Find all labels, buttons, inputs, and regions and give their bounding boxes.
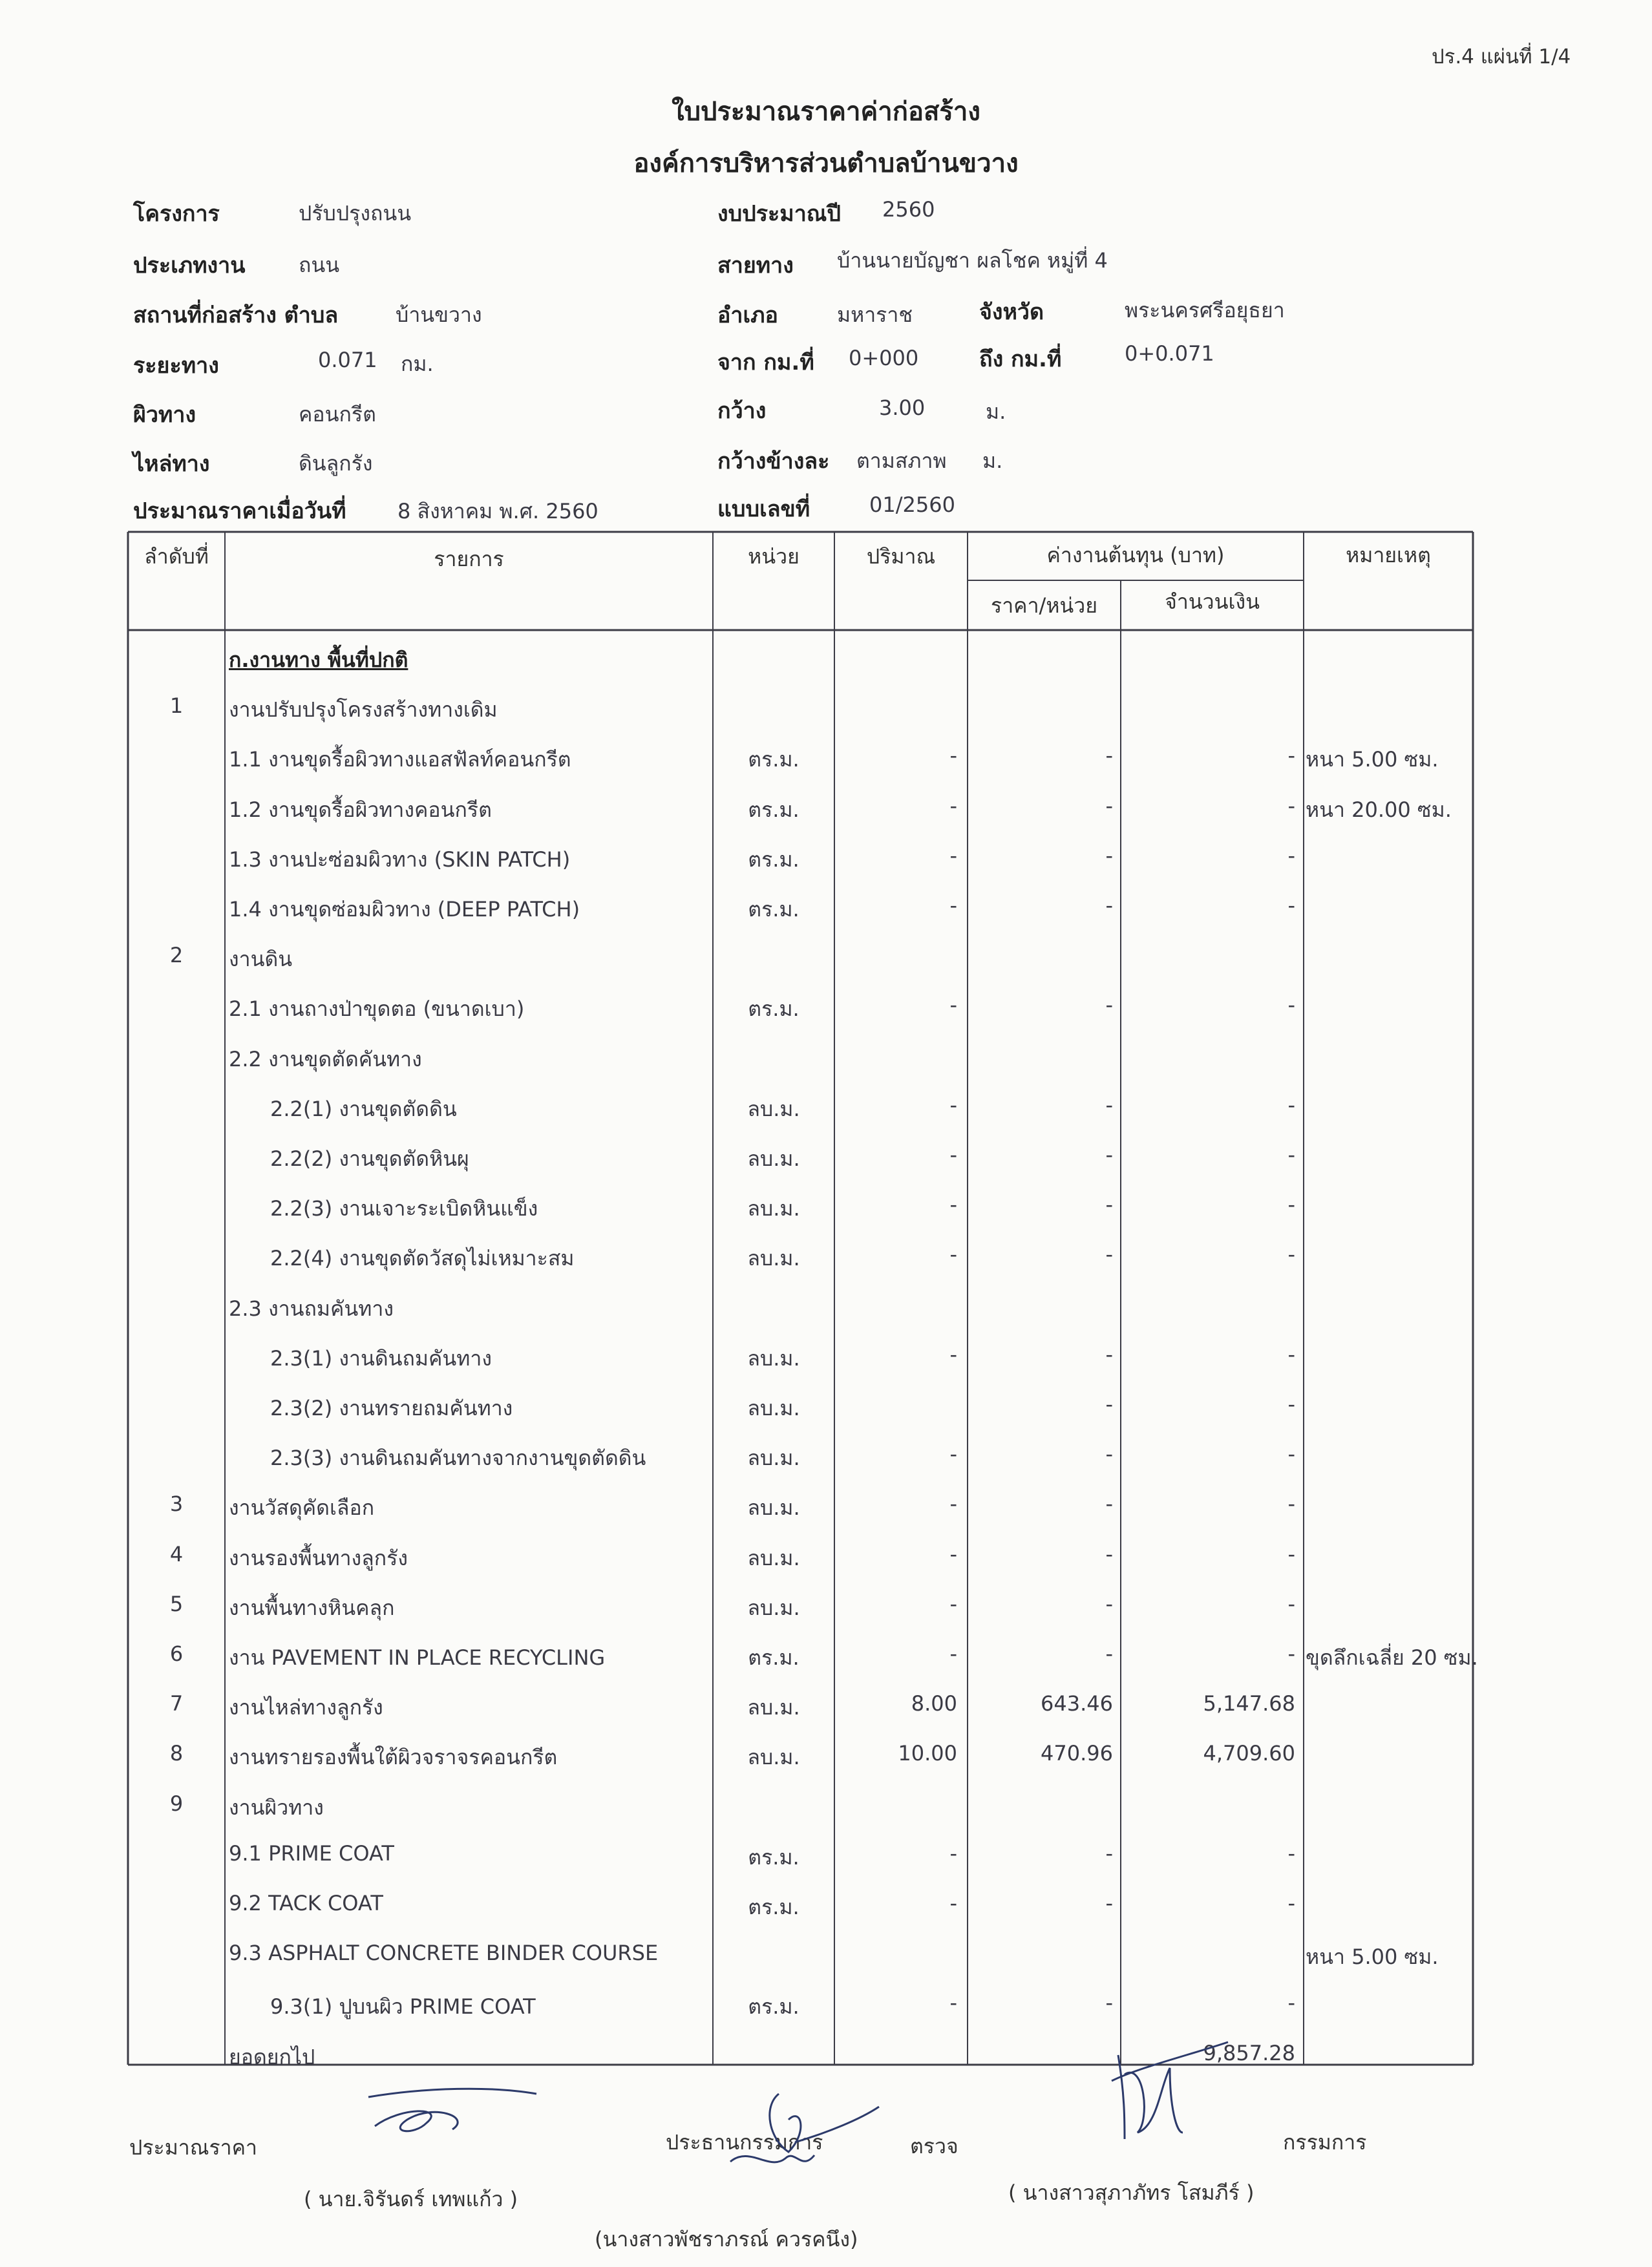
row-unit-price: - [1105, 1192, 1113, 1218]
row-unit-price: - [1105, 993, 1113, 1018]
row-item: งานพื้นทางหินคลุก [229, 1595, 395, 1620]
member-signature-image [1099, 2036, 1241, 2146]
route-value: บ้านนายบัญชา ผลโชค หมู่ที่ 4 [837, 248, 1108, 273]
row-item: 2.2(3) งานเจาะระเบิดหินแข็ง [270, 1196, 538, 1221]
row-amount: - [1287, 843, 1295, 868]
design-no-label: แบบเลขที่ [717, 496, 810, 522]
estimator-signature-image [349, 2074, 543, 2146]
shoulder-width-unit: ม. [982, 448, 1003, 473]
design-no-value: 01/2560 [869, 492, 955, 517]
row-qty: - [949, 1342, 957, 1367]
row-item: ก.งานทาง พื้นที่ปกติ [229, 648, 408, 672]
document-title: ใบประมาณราคาค่าก่อสร้าง [672, 97, 980, 127]
row-unit-price: 470.96 [1041, 1741, 1113, 1766]
row-unit: ตร.ม. [748, 1895, 800, 1919]
row-item: 2.1 งานถางป่าขุดตอ (ขนาดเบา) [229, 996, 525, 1022]
row-unit-price: - [1105, 1641, 1113, 1666]
distance-label: ระยะทาง [133, 353, 219, 379]
row-qty: - [949, 1641, 957, 1666]
row-amount: - [1287, 1891, 1295, 1915]
row-amount: - [1287, 993, 1295, 1018]
row-remark: ขุดลึกเฉลี่ย 20 ซม. [1306, 1645, 1478, 1670]
row-unit: ตร.ม. [748, 1844, 800, 1870]
row-item: งานรองพื้นทางลูกรัง [229, 1545, 408, 1570]
chair-signature-image [717, 2081, 885, 2197]
row-unit: ตร.ม. [748, 1994, 800, 2019]
header-amount: จำนวนเงิน [1165, 589, 1260, 614]
row-unit-price: - [1105, 1143, 1113, 1167]
district-label: อำเภอ [717, 302, 778, 328]
row-item: 2.3(1) งานดินถมคันทาง [270, 1345, 492, 1371]
distance-value: 0.071 [318, 348, 377, 372]
row-number: 8 [169, 1741, 184, 1766]
row-remark: หนา 5.00 ซม. [1306, 747, 1439, 772]
row-amount: - [1287, 1840, 1295, 1866]
row-unit: ลบ.ม. [747, 1745, 800, 1770]
row-unit-price: - [1105, 793, 1113, 818]
row-item: 9.1 PRIME COAT [229, 1840, 394, 1866]
width-unit: ม. [986, 399, 1006, 424]
row-qty: - [949, 1492, 957, 1517]
distance-unit: กม. [401, 352, 434, 376]
row-unit-price: - [1105, 743, 1113, 768]
budget-value: 2560 [882, 197, 935, 222]
row-amount: 4,709.60 [1203, 1741, 1295, 1766]
row-unit-price: - [1105, 1541, 1113, 1566]
row-unit: ลบ.ม. [747, 1345, 800, 1371]
row-remark: หนา 20.00 ซม. [1306, 797, 1452, 822]
row-amount: - [1287, 1990, 1295, 2016]
row-unit-price: - [1105, 1840, 1113, 1866]
row-unit-price: - [1105, 1591, 1113, 1616]
row-item: ยอดยกไป [229, 2044, 315, 2069]
from-km-label: จาก กม.ที่ [717, 350, 814, 375]
row-item: 9.3 ASPHALT CONCRETE BINDER COURSE [229, 1941, 659, 1966]
row-unit: ลบ.ม. [747, 1695, 800, 1720]
row-amount: - [1287, 743, 1295, 768]
header-no: ลำดับที่ [144, 544, 209, 569]
row-amount: - [1287, 1342, 1295, 1367]
row-item: 1.2 งานขุดรื้อผิวทางคอนกรีต [229, 797, 492, 822]
province-value: พระนครศรีอยุธยา [1125, 298, 1285, 322]
shoulder-label: ไหล่ทาง [133, 451, 210, 477]
shoulder-value: ดินลูกรัง [299, 451, 373, 476]
row-unit-price: - [1105, 1092, 1113, 1117]
chair-name: (นางสาวพัชราภรณ์ ควรคนึง) [595, 2227, 858, 2251]
row-number: 2 [169, 943, 184, 968]
province-label: จังหวัด [979, 299, 1044, 325]
row-amount: - [1287, 1492, 1295, 1517]
header-unit-price: ราคา/หน่วย [991, 593, 1097, 618]
row-qty: - [949, 1591, 957, 1616]
row-unit: ลบ.ม. [747, 1196, 800, 1221]
row-unit-price: - [1105, 1891, 1113, 1915]
row-number: 9 [169, 1791, 184, 1816]
row-unit-price: - [1105, 1442, 1113, 1467]
header-item: รายการ [434, 547, 504, 571]
row-unit: ตร.ม. [748, 797, 800, 822]
row-unit-price: 643.46 [1041, 1691, 1113, 1716]
row-amount: - [1287, 1392, 1295, 1417]
row-item: งานปรับปรุงโครงสร้างทางเดิม [229, 697, 498, 722]
worktype-value: ถนน [299, 253, 340, 277]
row-item: 2.2(1) งานขุดตัดดิน [270, 1096, 457, 1121]
row-unit: ตร.ม. [748, 1645, 800, 1670]
row-qty: 8.00 [911, 1691, 957, 1716]
total-amount: 9,857.28 [1203, 2040, 1295, 2065]
row-amount: - [1287, 1541, 1295, 1566]
estimate-date-value: 8 สิงหาคม พ.ศ. 2560 [397, 499, 598, 523]
row-unit: ลบ.ม. [747, 1545, 800, 1570]
row-unit: ลบ.ม. [747, 1495, 800, 1521]
row-unit-price: - [1105, 893, 1113, 918]
shoulder-width-label: กว้างข้างละ [717, 448, 830, 474]
row-item: 2.3(2) งานทรายถมคันทาง [270, 1396, 513, 1420]
width-label: กว้าง [717, 398, 767, 424]
row-amount: - [1287, 1641, 1295, 1666]
site-value: บ้านขวาง [396, 302, 482, 327]
row-item: 2.3 งานถมคันทาง [229, 1296, 394, 1321]
project-label: โครงการ [133, 201, 220, 227]
row-item: 9.2 TACK COAT [229, 1891, 383, 1915]
header-qty: ปริมาณ [866, 544, 936, 569]
site-label: สถานที่ก่อสร้าง ตำบล [133, 302, 339, 328]
to-km-label: ถึง กม.ที่ [979, 346, 1062, 372]
surface-value: คอนกรีต [299, 402, 376, 427]
row-unit: ลบ.ม. [747, 1595, 800, 1620]
row-amount: - [1287, 1192, 1295, 1218]
row-unit: ลบ.ม. [747, 1246, 800, 1271]
row-amount: - [1287, 893, 1295, 918]
row-qty: 10.00 [898, 1741, 957, 1766]
row-amount: - [1287, 1092, 1295, 1117]
width-value: 3.00 [879, 395, 926, 420]
row-amount: 5,147.68 [1203, 1691, 1295, 1716]
shoulder-width-value: ตามสภาพ [856, 448, 947, 473]
row-unit-price: - [1105, 1342, 1113, 1367]
row-item: งานวัสดุคัดเลือก [229, 1495, 375, 1521]
row-unit-price: - [1105, 1990, 1113, 2016]
row-amount: - [1287, 1143, 1295, 1167]
row-qty: - [949, 1891, 957, 1915]
budget-label: งบประมาณปี [717, 201, 841, 227]
row-item: 2.2(2) งานขุดตัดหินผุ [270, 1146, 469, 1171]
header-remark: หมายเหตุ [1346, 543, 1431, 567]
header-unit: หน่วย [748, 544, 800, 569]
header-cost: ค่างานต้นทุน (บาท) [1046, 543, 1225, 567]
row-qty: - [949, 1990, 957, 2016]
project-value: ปรับปรุงถนน [299, 201, 412, 226]
row-qty: - [949, 793, 957, 818]
from-km-value: 0+000 [849, 346, 919, 370]
row-unit: ลบ.ม. [747, 1146, 800, 1171]
row-unit-price: - [1105, 1492, 1113, 1517]
organization-name: องค์การบริหารส่วนตำบลบ้านขวาง [633, 149, 1019, 178]
row-unit: ตร.ม. [748, 847, 800, 872]
row-amount: - [1287, 1242, 1295, 1267]
estimate-date-label: ประมาณราคาเมื่อวันที่ [133, 498, 346, 524]
row-qty: - [949, 993, 957, 1018]
row-item: งานดิน [229, 947, 293, 972]
row-item: งาน PAVEMENT IN PLACE RECYCLING [229, 1645, 606, 1670]
district-value: มหาราช [837, 302, 913, 327]
member-label: กรรมการ [1283, 2130, 1367, 2155]
row-amount: - [1287, 1442, 1295, 1467]
row-qty: - [949, 1840, 957, 1866]
row-item: 9.3(1) ปูบนผิว PRIME COAT [270, 1994, 536, 2019]
row-number: 4 [169, 1541, 184, 1566]
row-unit-price: - [1105, 1392, 1113, 1417]
row-qty: - [949, 1541, 957, 1566]
row-qty: - [949, 1442, 957, 1467]
row-amount: - [1287, 793, 1295, 818]
row-qty: - [949, 1143, 957, 1167]
row-item: งานผิวทาง [229, 1795, 324, 1820]
worktype-label: ประเภทงาน [133, 253, 246, 279]
row-number: 5 [169, 1591, 184, 1616]
row-qty: - [949, 893, 957, 918]
page-number: ปร.4 แผ่นที่ 1/4 [1432, 45, 1571, 69]
row-item: 1.1 งานขุดรื้อผิวทางแอสฟัลท์คอนกรีต [229, 747, 571, 772]
row-qty: - [949, 743, 957, 768]
row-qty: - [949, 1092, 957, 1117]
row-unit: ลบ.ม. [747, 1396, 800, 1420]
row-number: 1 [169, 693, 184, 719]
row-qty: - [949, 843, 957, 868]
row-qty: - [949, 1192, 957, 1218]
member-name: ( นางสาวสุภาภัทร โสมภีร์ ) [1008, 2180, 1255, 2205]
row-item: 1.3 งานปะซ่อมผิวทาง (SKIN PATCH) [229, 847, 571, 872]
row-item: งานทรายรองพื้นใต้ผิวจราจรคอนกรีต [229, 1745, 558, 1770]
row-amount: - [1287, 1591, 1295, 1616]
row-number: 7 [169, 1691, 184, 1716]
row-remark: หนา 5.00 ซม. [1306, 1945, 1439, 1970]
row-item: 1.4 งานขุดซ่อมผิวทาง (DEEP PATCH) [229, 897, 580, 922]
row-qty: - [949, 1242, 957, 1267]
row-number: 3 [169, 1492, 184, 1517]
check-label: ตรวจ [910, 2134, 958, 2158]
row-number: 6 [169, 1641, 184, 1666]
row-unit: ลบ.ม. [747, 1096, 800, 1121]
row-item: 2.2 งานขุดตัดคันทาง [229, 1046, 422, 1071]
route-label: สายทาง [717, 253, 794, 279]
row-item: 2.3(3) งานดินถมคันทางจากงานขุดตัดดิน [270, 1446, 646, 1471]
row-unit: ตร.ม. [748, 897, 800, 922]
row-unit-price: - [1105, 1242, 1113, 1267]
row-unit: ตร.ม. [748, 996, 800, 1022]
row-unit: ลบ.ม. [747, 1446, 800, 1471]
row-unit-price: - [1105, 843, 1113, 868]
estimator-label: ประมาณราคา [129, 2135, 257, 2160]
chair-label: ประธานกรรมการ [666, 2130, 823, 2155]
row-item: 2.2(4) งานขุดตัดวัสดุไม่เหมาะสม [270, 1246, 575, 1271]
row-item: งานไหล่ทางลูกรัง [229, 1695, 383, 1720]
to-km-value: 0+0.071 [1125, 341, 1214, 366]
surface-label: ผิวทาง [133, 402, 196, 428]
row-unit: ตร.ม. [748, 747, 800, 772]
estimator-name: ( นาย.จิรันดร์ เทพแก้ว ) [304, 2187, 518, 2211]
